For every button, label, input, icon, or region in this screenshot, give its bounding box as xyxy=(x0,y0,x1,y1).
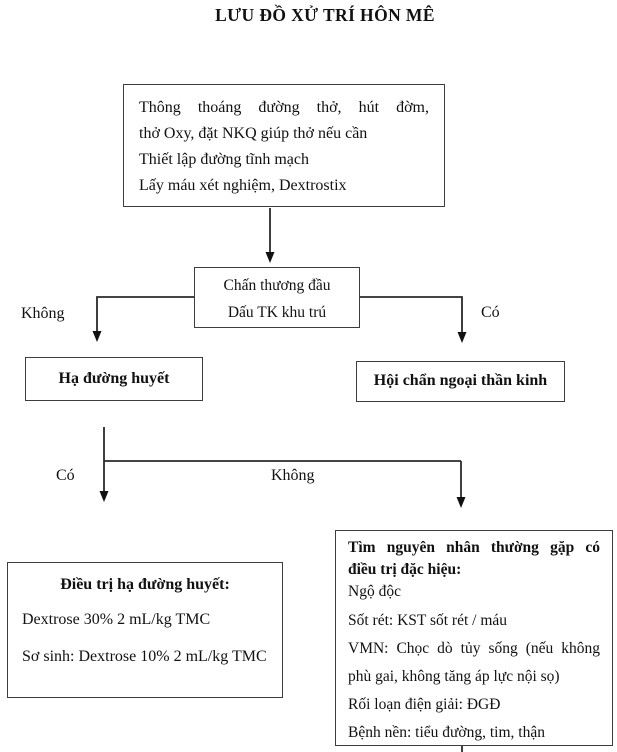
initial-line-3: Thiết lập đường tĩnh mạch xyxy=(139,151,309,168)
edge-decision-no xyxy=(97,297,194,331)
hypoglycemia-treatment-box xyxy=(7,562,283,698)
common-causes-box xyxy=(335,530,613,746)
causes-line-meningitis-2: phù gai, không tăng áp lực nội sọ) xyxy=(348,668,560,685)
edge-label-hypo-yes: Có xyxy=(56,467,75,484)
initial-line-2: thở Oxy, đặt NKQ giúp thở nếu cần xyxy=(139,125,368,142)
causes-title-2: điều trị đặc hiệu: xyxy=(348,561,462,578)
treatment-line-2: Sơ sinh: Dextrose 10% 2 mL/kg TMC xyxy=(22,648,267,665)
causes-line-poisoning: Ngộ độc xyxy=(348,583,401,600)
causes-line-malaria: Sốt rét: KST sốt rét / máu xyxy=(348,612,508,629)
hypoglycemia-box: Hạ đường huyết xyxy=(25,357,203,401)
causes-line-meningitis-1: VMN: Chọc dò tủy sống (nếu không xyxy=(348,640,600,657)
decision-line-2: Dấu TK khu trú xyxy=(227,304,327,321)
arrowhead-hypo-no xyxy=(457,497,466,508)
causes-title-1: Tìm nguyên nhân thường gặp có xyxy=(348,539,600,556)
treatment-line-1: Dextrose 30% 2 mL/kg TMC xyxy=(22,611,211,628)
decision-line-1: Chấn thương đầu xyxy=(223,277,331,294)
initial-management-box xyxy=(123,84,445,207)
arrowhead-decision-yes xyxy=(458,332,467,343)
causes-line-underlying: Bệnh nền: tiểu đường, tim, thận xyxy=(348,724,545,741)
edge-label-trauma-no: Không xyxy=(21,305,65,322)
arrowhead-hypo-yes xyxy=(100,491,109,502)
initial-line-4: Lấy máu xét nghiệm, Dextrostix xyxy=(139,177,347,194)
arrowhead-initial-to-decision xyxy=(266,252,275,263)
causes-line-electrolyte: Rối loạn điện giải: ĐGĐ xyxy=(348,696,501,713)
page-title: LƯU ĐỒ XỬ TRÍ HÔN MÊ xyxy=(215,5,435,25)
treatment-title: Điều trị hạ đường huyết: xyxy=(60,576,230,593)
edge-label-hypo-no: Không xyxy=(271,467,315,484)
edge-label-trauma-yes: Có xyxy=(481,304,500,321)
initial-line-1: Thông thoáng đường thở, hút đờm, xyxy=(139,99,429,116)
neurosurgery-consult-box: Hội chẩn ngoại thần kinh xyxy=(356,361,565,402)
edge-decision-yes xyxy=(360,297,462,332)
arrowhead-decision-no xyxy=(93,331,102,342)
decision-head-trauma-box xyxy=(194,267,360,328)
